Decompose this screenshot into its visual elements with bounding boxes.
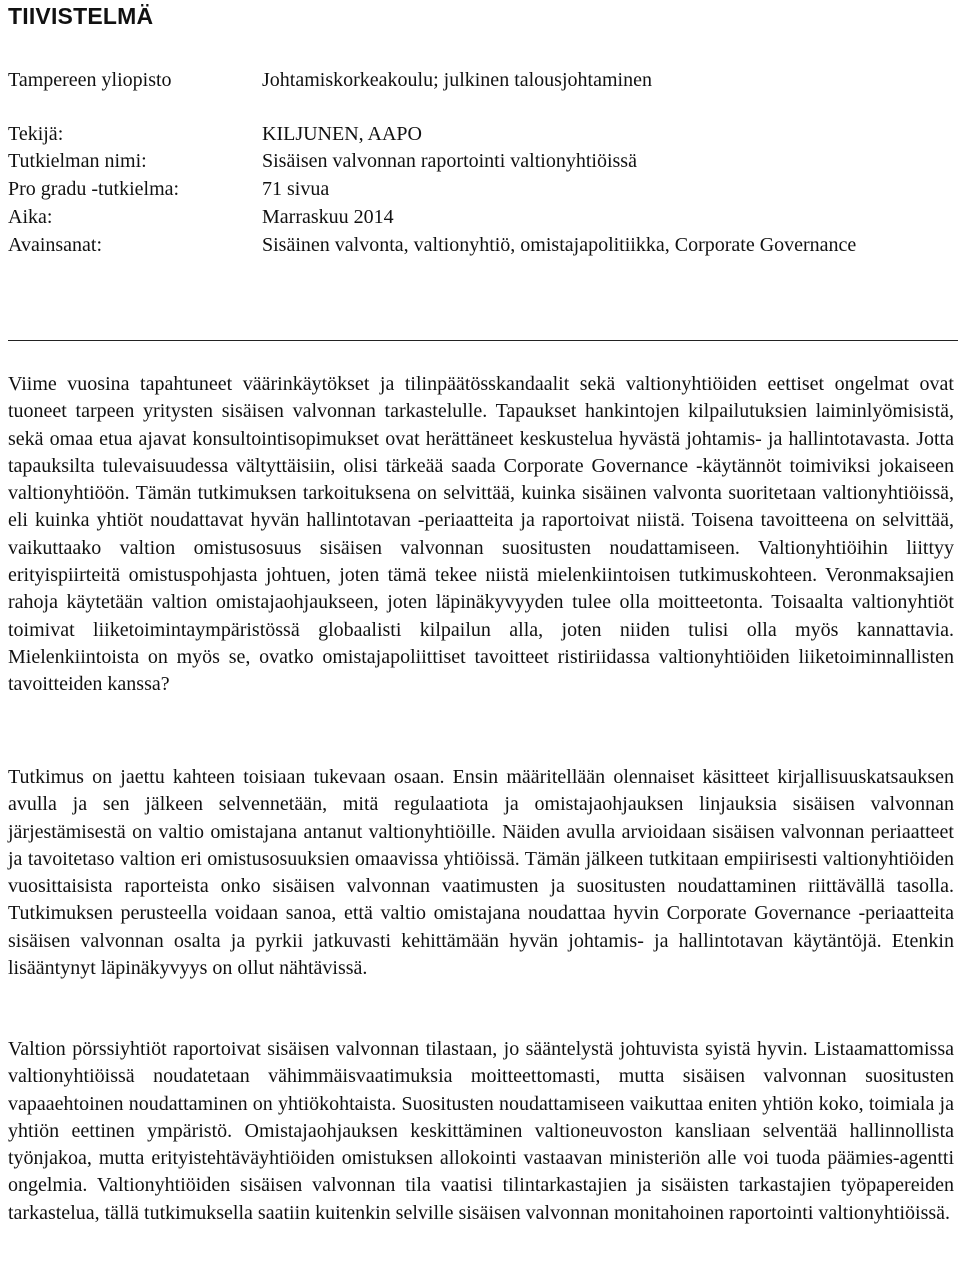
meta-row-author (0, 120, 960, 148)
meta-row-pages (0, 175, 960, 203)
abstract-paragraph-2: Tutkimus on jaettu kahteen toisiaan tukevaan osaan. Ensin määritellään olennaiset käsitteet kirjallisuuskatsauksen avulla ja sen jälkeen selvennetään, mitä regulaatiota ja omistajaohjauksen linjauksia sisäisen valvonnan järjestämisestä on valtio omistajana antanut valtionyhtiöille. Näiden avulla arvioidaan sisäisen valvonnan periaatteet ja tavoitetaso valtion eri omistusosuuksien omaavissa yhtiöissä. Tämän jälkeen tutkitaan empiirisesti valtionyhtiöiden vuosittaisista raporteista onko sisäisen valvonnan vaatimusten ja suositusten noudattaminen riittävällä tasolla. Tutkimuksen perusteella voidaan sanoa, että valtio omistajana noudattaa hyvin Corporate Governance -periaatteita sisäisen valvonnan osalta ja pyrkii jatkuvasti kehittämään hyvän johtamis- ja hallintotavan käytäntöjä. Etenkin lisääntynyt läpinäkyvyys on ollut nähtävissä. (8, 766, 954, 980)
faculty-name: Johtamiskorkeakoulu; julkinen talousjohtaminen (262, 69, 652, 91)
page-title: TIIVISTELMÄ (8, 3, 154, 29)
abstract-paragraph-3: Valtion pörssiyhtiöt raportoivat sisäisen valvonnan tilastaan, jo sääntelystä johtuvista syistä hyvin. Listaamattomissa valtionyhtiöissä noudatetaan vähimmäisvaatimuksia moitteettomasti, mutta sisäisen valvonnan suositusten vapaaehtoinen noudattaminen on yhtiökohtaista. Suositusten noudattamiseen vaikuttaa eniten yhtiön koko, toimiala ja yhtiön eettinen ympäristö. Omistajaohjauksen keskittäminen valtioneuvoston kansliaan selventää hallinnollista työnjakoa, mutta erityistehtäväyhtiöiden omistuksen allokointi vastaavan ministeriön alle voi tuoda päämies-agentti ongelmia. Valtionyhtiöiden sisäisen valvonnan tila vaatisi tilintarkastajien ja sisäisten tarkastajien työpapereiden tarkastelua, tällä tutkimuksella saatiin kuitenkin selville sisäisen valvonnan monitahoinen raportointi valtionyhtiöissä. (8, 1038, 954, 1224)
university-name: Tampereen yliopisto (8, 69, 172, 91)
meta-value: KILJUNEN, AAPO (262, 123, 422, 145)
meta-row-keywords (0, 231, 960, 259)
meta-row-title (0, 147, 960, 175)
meta-value: Sisäinen valvonta, valtionyhtiö, omistajapolitiikka, Corporate Governance (262, 234, 857, 256)
abstract-paragraph-1: Viime vuosina tapahtuneet väärinkäytökset ja tilinpäätösskandaalit sekä valtionyhtiöiden eettiset ongelmat ovat tuoneet tarpeen yritysten sisäisen valvonnan tarkastelulle. Tapaukset hankintojen kilpailutuksien laiminlyömisistä, sekä omaa etua ajavat konsultointisopimukset ovat herättäneet keskustelua hyvästä johtamis- ja hallintotavasta. Jotta tapauksilta tulevaisuudessa vältyttäisiin, olisi tärkeää saada Corporate Governance -käytännöt toimiviksi jokaiseen valtionyhtiöön. Tämän tutkimuksen tarkoituksena on selvittää, kuinka sisäinen valvonta suoritetaan valtionyhtiöissä, eli kuinka yhtiöt noudattavat hyvän hallintotavan -periaatteita ja raportoivat niistä. Toisena tavoitteena on selvittää, vaikuttaako valtion omistusosuus sisäisen valvonnan suositusten noudattamiseen. Valtionyhtiöihin liittyy erityispiirteitä omistuspohjasta johtuen, joten tämä tekee niistä mielenkiintoisen tutkimuskohteen. Veronmaksajien rahoja käytetään valtion omistajaohjaukseen, joten läpinäkyvyyden tulee olla moitteetonta. Toisaalta valtionyhtiöt toimivat liiketoimintaympäristössä globaalisti kilpailun alla, joten niiden tulisi olla myös kannattavia. Mielenkiintoista on myös se, ovatko omistajapoliittiset tavoitteet ristiriidassa valtionyhtiöiden liiketoiminnallisten tavoitteiden kanssa? (8, 373, 954, 696)
meta-label: Avainsanat: (8, 234, 103, 256)
meta-row-date (0, 203, 960, 231)
meta-label: Pro gradu -tutkielma: (8, 178, 180, 200)
meta-value: Marraskuu 2014 (262, 206, 394, 228)
meta-label: Aika: (8, 206, 53, 228)
meta-value: 71 sivua (262, 178, 330, 200)
meta-label: Tekijä: (8, 123, 64, 145)
section-divider (8, 340, 958, 341)
meta-label: Tutkielman nimi: (8, 150, 147, 172)
meta-value: Sisäisen valvonnan raportointi valtionyhtiöissä (262, 150, 637, 172)
